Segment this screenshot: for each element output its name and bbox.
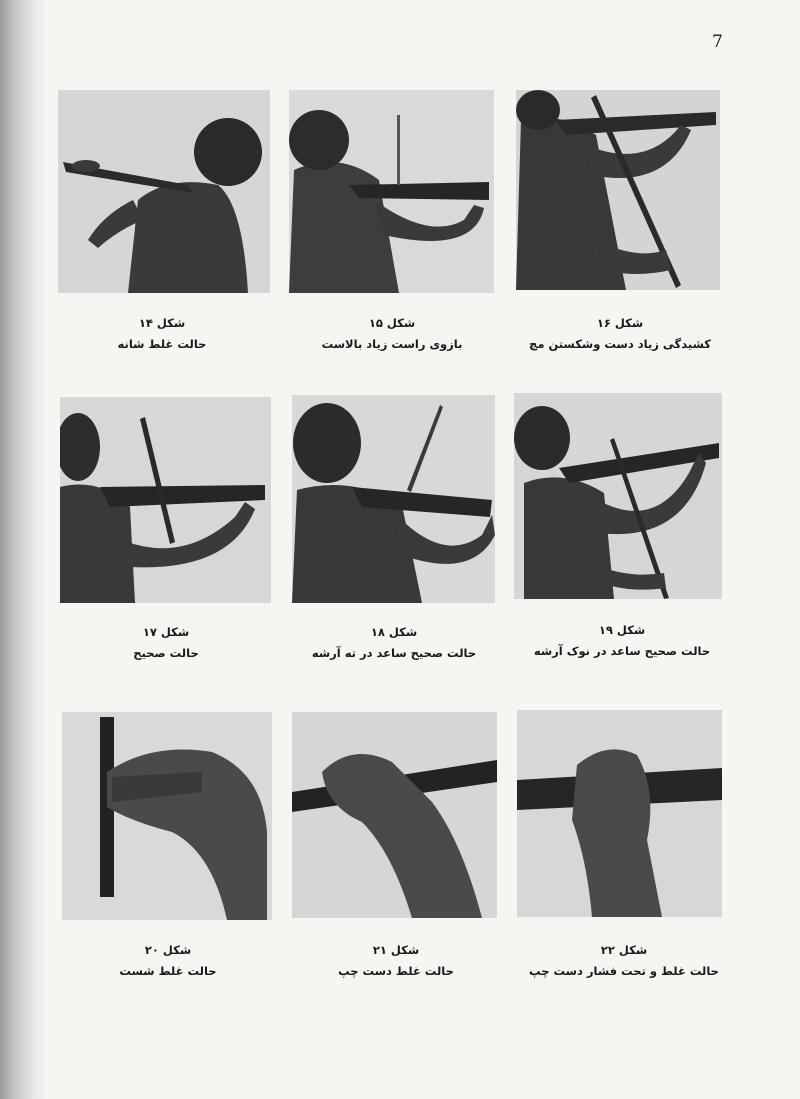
figure-caption: حالت غلط شست bbox=[119, 964, 217, 978]
photo-figure-22 bbox=[517, 710, 722, 917]
figure-label: شکل ۲۱ bbox=[372, 943, 420, 957]
figure-label: شکل ۱۷ bbox=[142, 625, 190, 639]
caption-figure-20 bbox=[58, 940, 278, 982]
figure-label: شکل ۲۲ bbox=[600, 943, 648, 957]
book-binding-shadow bbox=[0, 0, 48, 1099]
figure-caption: بازوی راست زیاد بالاست bbox=[321, 337, 463, 351]
caption-figure-17 bbox=[56, 622, 276, 664]
photo-figure-18 bbox=[292, 395, 495, 603]
photo-figure-14 bbox=[58, 90, 270, 293]
caption-figure-15 bbox=[282, 313, 502, 355]
photo-figure-17 bbox=[60, 397, 271, 603]
figure-caption: حالت صحیح ساعد در ته آرشه bbox=[311, 646, 477, 660]
caption-figure-22 bbox=[514, 940, 734, 982]
figure-label: شکل ۱۶ bbox=[596, 316, 644, 330]
photo-figure-21 bbox=[292, 712, 497, 918]
figure-label: شکل ۱۸ bbox=[370, 625, 418, 639]
page-number: 7 bbox=[712, 32, 723, 52]
figure-label: شکل ۱۴ bbox=[138, 316, 186, 330]
figure-caption: حالت صحیح ساعد در نوک آرشه bbox=[533, 644, 711, 658]
photo-figure-15 bbox=[289, 90, 494, 293]
figure-caption: حالت صحیح bbox=[133, 646, 199, 660]
caption-figure-14 bbox=[52, 313, 272, 355]
figure-caption: حالت غلط و تحت فشار دست چپ bbox=[529, 964, 719, 978]
figure-caption: حالت غلط دست چپ bbox=[338, 964, 454, 978]
photo-figure-19 bbox=[514, 393, 722, 599]
figure-label: شکل ۲۰ bbox=[144, 943, 192, 957]
figure-label: شکل ۱۹ bbox=[598, 623, 646, 637]
caption-figure-18 bbox=[284, 622, 504, 664]
caption-figure-19 bbox=[512, 620, 732, 662]
caption-figure-21 bbox=[286, 940, 506, 982]
figure-caption: کشیدگی زیاد دست وشکستن مچ bbox=[529, 337, 711, 351]
caption-figure-16 bbox=[510, 313, 730, 355]
photo-figure-16 bbox=[516, 90, 720, 290]
figure-caption: حالت غلط شانه bbox=[117, 337, 207, 351]
figure-label: شکل ۱۵ bbox=[368, 316, 416, 330]
photo-figure-20 bbox=[62, 712, 272, 920]
